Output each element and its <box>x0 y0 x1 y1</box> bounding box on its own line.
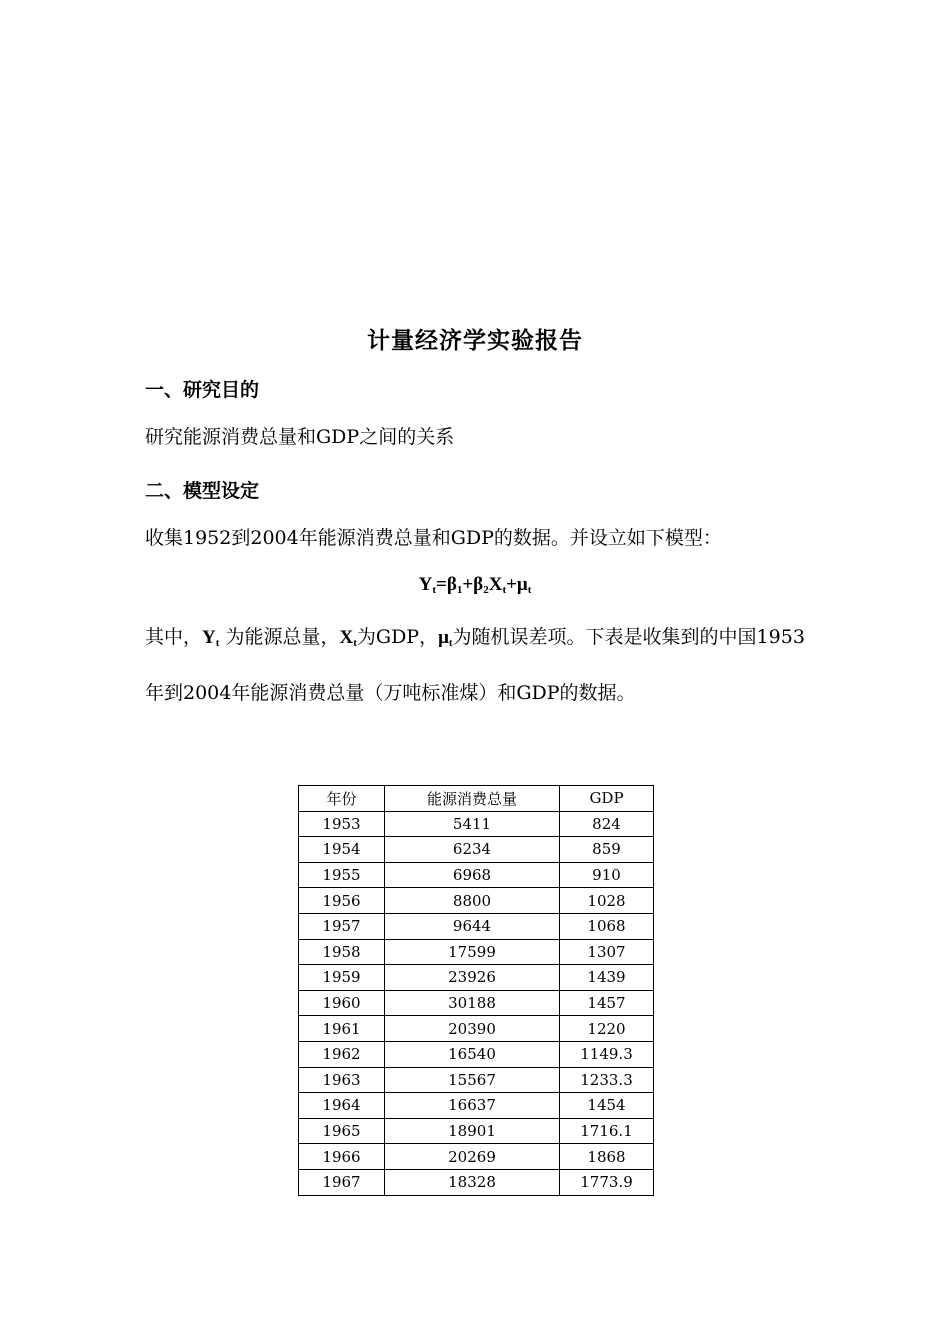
table-row <box>299 1067 654 1093</box>
regression-formula <box>0 574 950 596</box>
table-row <box>299 1169 654 1195</box>
cell-energy: 8800 <box>385 888 560 914</box>
cell-energy: 15567 <box>385 1067 560 1093</box>
explain-x: X <box>339 627 354 648</box>
formula-sub-2: 2 <box>483 584 489 596</box>
cell-gdp: 1868 <box>560 1144 654 1170</box>
cell-year: 1966 <box>299 1144 385 1170</box>
formula-beta2: +β <box>462 574 484 595</box>
explain-mu-sub: t <box>448 637 453 649</box>
cell-energy: 16540 <box>385 1041 560 1067</box>
table-row <box>299 1144 654 1170</box>
cell-year: 1955 <box>299 862 385 888</box>
table-row <box>299 888 654 914</box>
formula-sub-t1: t <box>432 584 437 596</box>
table-row <box>299 939 654 965</box>
cell-year: 1953 <box>299 811 385 837</box>
table-row <box>299 1016 654 1042</box>
table-row <box>299 913 654 939</box>
table-row <box>299 811 654 837</box>
table-row <box>299 1118 654 1144</box>
cell-gdp: 1220 <box>560 1016 654 1042</box>
formula-sub-t3: t <box>527 584 532 596</box>
cell-gdp: 1307 <box>560 939 654 965</box>
cell-energy: 6968 <box>385 862 560 888</box>
header-gdp: GDP <box>560 786 654 812</box>
energy-gdp-table <box>298 785 654 1196</box>
cell-energy: 18328 <box>385 1169 560 1195</box>
cell-energy: 5411 <box>385 811 560 837</box>
cell-gdp: 1233.3 <box>560 1067 654 1093</box>
cell-year: 1959 <box>299 965 385 991</box>
cell-gdp: 1028 <box>560 888 654 914</box>
cell-year: 1958 <box>299 939 385 965</box>
explain-mu: μ <box>438 627 449 648</box>
purpose-text: 研究能源消费总量和GDP之间的关系 <box>145 426 455 448</box>
cell-year: 1956 <box>299 888 385 914</box>
cell-year: 1961 <box>299 1016 385 1042</box>
table-row <box>299 862 654 888</box>
cell-energy: 20390 <box>385 1016 560 1042</box>
header-energy: 能源消费总量 <box>385 786 560 812</box>
formula-y: Y <box>418 574 433 595</box>
cell-gdp: 910 <box>560 862 654 888</box>
cell-energy: 20269 <box>385 1144 560 1170</box>
cell-energy: 18901 <box>385 1118 560 1144</box>
table-row <box>299 1093 654 1119</box>
model-intro-text: 收集1952到2004年能源消费总量和GDP的数据。并设立如下模型： <box>145 527 722 549</box>
table-row <box>299 965 654 991</box>
report-title: 计量经济学实验报告 <box>367 327 583 354</box>
cell-energy: 17599 <box>385 939 560 965</box>
cell-gdp: 1149.3 <box>560 1041 654 1067</box>
cell-gdp: 824 <box>560 811 654 837</box>
section-heading-model: 二、模型设定 <box>145 480 260 502</box>
model-explanation-text <box>145 612 810 718</box>
cell-year: 1954 <box>299 837 385 863</box>
explain-part-1: 其中， <box>145 626 203 648</box>
table-row <box>299 1041 654 1067</box>
cell-year: 1965 <box>299 1118 385 1144</box>
cell-year: 1957 <box>299 913 385 939</box>
cell-energy: 30188 <box>385 990 560 1016</box>
explain-x-sub: t <box>353 637 357 649</box>
table-row <box>299 837 654 863</box>
formula-sub-t2: t <box>502 584 507 596</box>
table-header-row <box>299 786 654 812</box>
formula-beta1: =β <box>436 574 457 595</box>
cell-gdp: 1068 <box>560 913 654 939</box>
cell-energy: 16637 <box>385 1093 560 1119</box>
cell-gdp: 1457 <box>560 990 654 1016</box>
explain-part-2: 为能源总量， <box>225 626 340 648</box>
cell-year: 1962 <box>299 1041 385 1067</box>
explain-part-3: 为GDP， <box>356 626 439 648</box>
cell-year: 1960 <box>299 990 385 1016</box>
cell-gdp: 1454 <box>560 1093 654 1119</box>
cell-energy: 9644 <box>385 913 560 939</box>
cell-gdp: 1439 <box>560 965 654 991</box>
explain-y: Y <box>202 627 216 648</box>
section-heading-purpose: 一、研究目的 <box>145 379 260 401</box>
cell-year: 1964 <box>299 1093 385 1119</box>
cell-energy: 6234 <box>385 837 560 863</box>
formula-x: X <box>488 574 503 595</box>
cell-year: 1963 <box>299 1067 385 1093</box>
explain-y-sub: t <box>215 637 220 649</box>
cell-energy: 23926 <box>385 965 560 991</box>
header-year: 年份 <box>299 786 385 812</box>
table-body <box>299 811 654 1195</box>
cell-gdp: 1773.9 <box>560 1169 654 1195</box>
formula-sub-1: 1 <box>456 584 463 596</box>
table-row <box>299 990 654 1016</box>
cell-gdp: 1716.1 <box>560 1118 654 1144</box>
explain-part-4: 为随机误差项。下表是收集到的中国1953年到2004年能源消费总量（万吨标准煤）和GDP的数据。 <box>145 626 805 704</box>
cell-gdp: 859 <box>560 837 654 863</box>
cell-year: 1967 <box>299 1169 385 1195</box>
formula-mu: +μ <box>506 574 528 595</box>
